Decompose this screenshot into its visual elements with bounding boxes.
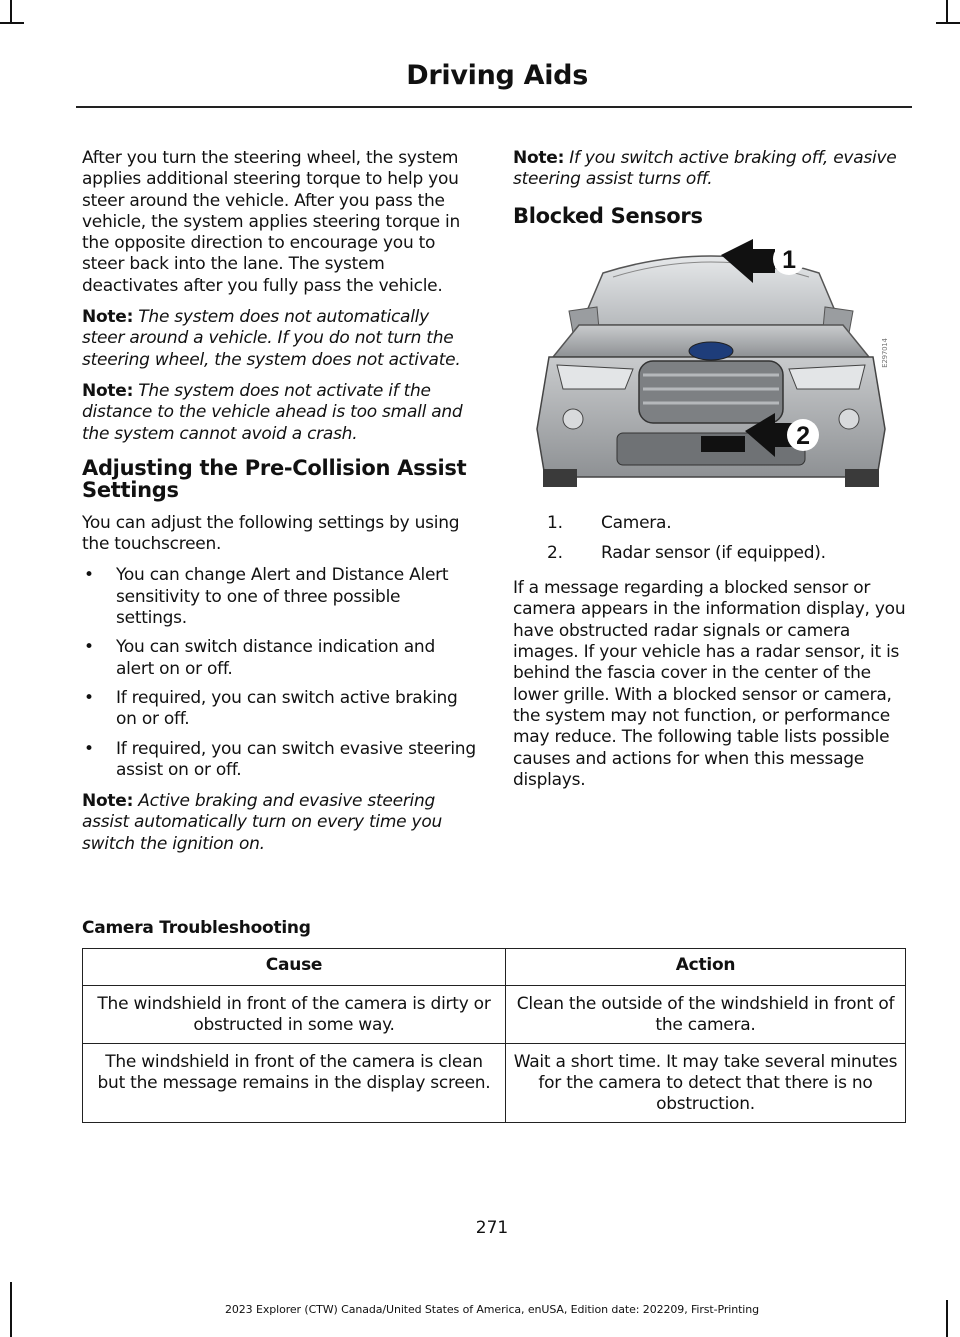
action-cell: Clean the outside of the windshield in front of the camera. [506,986,906,1044]
note-text: If you switch active braking off, evasive steering assist turns off. [513,148,897,190]
troubleshooting-table [82,948,906,1123]
intro-paragraph: After you turn the steering wheel, the system applies additional steering torque to help you steer around the vehicle. After you pass the vehicle, the system applies steering torque in the opposite direction to encourage you to steer back into the lane. The system deactivates after you fully pass the vehicle. [82,148,460,296]
table-title: Camera Troubleshooting [82,918,311,938]
crop-mark [10,0,12,24]
page-title: Driving Aids [406,60,588,91]
legend-text: Camera. [601,512,672,533]
crop-mark [0,22,24,24]
note-label: Note: [82,791,134,812]
legend-number: 2. [547,542,563,563]
left-column [82,148,476,865]
bullet-icon: • [84,565,94,586]
settings-paragraph: You can adjust the following settings by using the touchscreen. [82,512,460,555]
note-paragraph [82,381,476,445]
note-label: Note: [513,148,565,168]
legend-text: Radar sensor (if equipped). [601,542,826,563]
note-paragraph [82,307,476,371]
section-heading: Adjusting the Pre-Collision Assist Settings [82,455,467,502]
note-label: Note: [82,307,134,328]
cause-cell: The windshield in front of the camera is clean but the message remains in the display screen. [83,1044,506,1123]
list-item [82,688,476,731]
figure-code: E297014 [881,337,889,368]
header-divider [76,106,912,108]
list-item [82,739,476,782]
right-column [513,148,909,801]
list-item-text: If required, you can switch active braking on or off. [116,687,458,730]
column-header-cause: Cause [83,949,506,986]
column-header-action: Action [506,949,906,986]
bullet-icon: • [84,687,94,708]
list-item [513,543,909,564]
page-footer: 2023 Explorer (CTW) Canada/United States of America, enUSA, Edition date: 202209, First-Printing [224,1303,760,1316]
cause-cell: The windshield in front of the camera is dirty or obstructed in some way. [83,986,506,1044]
note-text: The system does not activate if the distance to the vehicle ahead is too small and the system cannot avoid a crash. [82,380,463,444]
section-heading: Blocked Sensors [513,203,703,228]
blocked-sensor-paragraph: If a message regarding a blocked sensor or camera appears in the information display, you have obstructed radar signals or camera images. If your vehicle has a radar sensor, it is behind the fascia cover in the center of the lower grille. With a blocked sensor or camera, the system may not function, or performance may reduce. The following table lists possible causes and actions for when this message displays. [513,578,906,790]
callout-2-label: 2 [796,421,810,450]
list-item [82,637,476,680]
vehicle-front-illustration [513,233,909,495]
list-item-text: You can change Alert and Distance Alert sensitivity to one of three possible settings. [116,565,449,629]
note-text: Active braking and evasive steering assist automatically turn on every time you switch the ignition on. [82,791,442,854]
list-item-text: If required, you can switch evasive steering assist on or off. [116,738,476,780]
note-text: The system does not automatically steer around a vehicle. If you do not turn the steering wheel, the system does not activate. [82,307,461,370]
settings-list [82,565,476,781]
figure-legend [513,513,909,565]
bullet-icon: • [84,637,94,658]
note-label: Note: [82,380,134,401]
list-item-text: You can switch distance indication and alert on or off. [116,637,435,679]
list-item [82,565,476,629]
table-header-row [83,949,906,986]
callout-1-label: 1 [782,245,796,274]
action-cell: Wait a short time. It may take several minutes for the camera to detect that there is no obstruction. [506,1044,906,1123]
table-row [83,1044,906,1123]
note-paragraph [513,148,909,191]
car-front-icon [513,233,909,495]
page-number: 271 [475,1218,509,1238]
list-item [513,513,909,534]
table-row [83,986,906,1044]
note-paragraph [82,791,476,855]
crop-mark [936,22,960,24]
legend-number: 1. [547,512,563,533]
crop-mark [946,0,948,24]
bullet-icon: • [84,738,94,759]
